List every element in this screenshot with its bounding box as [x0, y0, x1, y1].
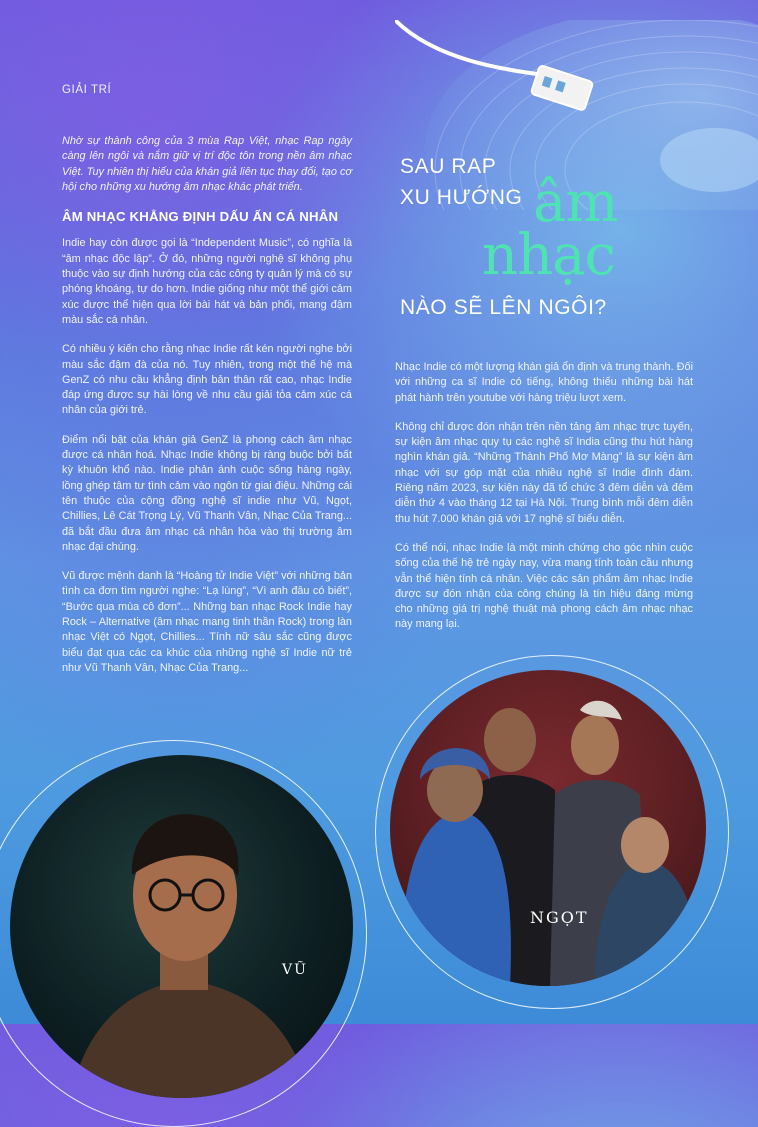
photo-caption-ngot: NGỌT — [530, 908, 589, 927]
photo-caption-vu: VŨ — [282, 962, 308, 978]
body-paragraph: Vũ được mệnh danh là “Hoàng tử Indie Việt” với những bản tình ca đơn tìm người nghe: “Lạ lùng”, “Vì anh đâu có biết”, “Bước qua mùa cô đơn”... Những ban nhạc Rock Indie hay Rock – Alternative (âm nhạc mang tinh thần Rock) trong làn nhạc Việt có Ngọt, Chillies... Tính nữ sâu sắc cũng được biểu đạt qua các ca khúc của những nghệ sĩ Indie nữ trẻ như Vũ Thanh Vân, Nhạc Của Trang... — [62, 570, 352, 674]
body-paragraph: Nhạc Indie có một lượng khán giả ổn định và trung thành. Đối với những ca sĩ Indie có tiếng, không thiếu những bài hát phát hành trên youtube với hàng triệu lượt xem. — [395, 361, 693, 404]
title-accent-am: âm — [533, 170, 618, 235]
band-photo-ngot — [390, 670, 706, 986]
body-paragraph: Có nhiều ý kiến cho rằng nhạc Indie rất kén người nghe bởi màu sắc đậm đà của nó. Tuy nhiên, trong một thế hệ mà GenZ có nhu cầu khẳng định bản thân rất cao, nhạc Indie đáp ứng được sự hài lòng về nhu cầu giải tỏa cảm xúc cá nhân của giới trẻ. — [62, 343, 352, 417]
article-left-column — [62, 134, 352, 690]
article-right-column — [395, 360, 693, 647]
body-paragraph: Có thể nói, nhạc Indie là một minh chứng cho góc nhìn cuộc sống của thế hệ trẻ ngày nay, vừa mang tính toàn cầu nhưng vẫn thể hiện tính cá nhân. Việc các sản phẩm âm nhạc Indie được sự đón nhận của công chúng là tín hiệu đáng mừng cho những giá trị nghệ thuật mà phong cách âm nhạc nhạc này mang lại. — [395, 541, 693, 631]
body-paragraph: Indie hay còn được gọi là “Independent Music”, có nghĩa là “âm nhạc độc lập”. Ở đó, những người nghệ sĩ không phụ thuộc vào sự định hướng của các công ty quản lý mà có sự phóng khoáng, tự do hơn. Indie giống như một thể giới cảm xúc được thể hiện qua lời bài hát và bản phối, mang đậm màu sắc cá nhân. — [62, 237, 352, 326]
title-line-1: SAU RAP — [400, 155, 497, 178]
title-line-2: XU HƯỚNG — [400, 186, 523, 209]
portrait-silhouette — [10, 755, 353, 1098]
title-line-3: NÀO SẼ LÊN NGÔI? — [400, 296, 607, 319]
intro-paragraph: Nhờ sự thành công của 3 mùa Rap Việt, nhạc Rap ngày càng lên ngôi và nắm giữ vị trí độc tôn trong nền âm nhạc Việt. Tuy nhiên thị hiếu của khán giả liên tục thay đổi, tạo cơ hội cho những xu hướng âm nhạc khác phát triển. — [62, 135, 352, 193]
title-accent-nhac: nhạc — [482, 223, 615, 288]
subheading: ÂM NHẠC KHẲNG ĐỊNH DẤU ẤN CÁ NHÂN — [62, 209, 339, 225]
body-paragraph: Điểm nổi bật của khán giả GenZ là phong cách âm nhạc được cá nhân hoá. Nhạc Indie không bị ràng buộc bởi bất kỳ khuôn khổ nào. Indie phản ánh cuộc sống hàng ngày, lồng ghép tâm tư tình cảm vào ngôn từ giai điệu. Những cái tên thuộc của cộng đồng nghệ sĩ indie như Vũ, Ngọt, Chillies, Lê Cát Trọng Lý, Vũ Thanh Vân, Nhạc Của Trang... đã bắt đầu đưa âm nhạc cá nhân hòa vào thị trường âm nhạc đại chúng. — [62, 433, 352, 553]
section-label: GIẢI TRÍ — [62, 84, 112, 96]
artist-photo-vu — [10, 755, 353, 1098]
band-silhouettes — [390, 670, 706, 986]
body-paragraph: Không chỉ được đón nhận trên nền tảng âm nhạc trực tuyến, sự kiện âm nhạc quy tụ các nghệ sĩ India cũng thu hút hàng nghìn khán giả. “Những Thành Phố Mơ Màng” là sự kiện âm nhạc với sự góp mặt của nhiều nghệ sĩ Indie đình đám. Riêng năm 2023, sự kiện này đã tổ chức 3 đêm diễn và đêm diễn thứ 4 vào tháng 12 tại Hà Nội. Trung bình mỗi đêm diễn thu hút 7.000 khán giả với 17 nghệ sĩ biểu diễn. — [395, 420, 693, 525]
